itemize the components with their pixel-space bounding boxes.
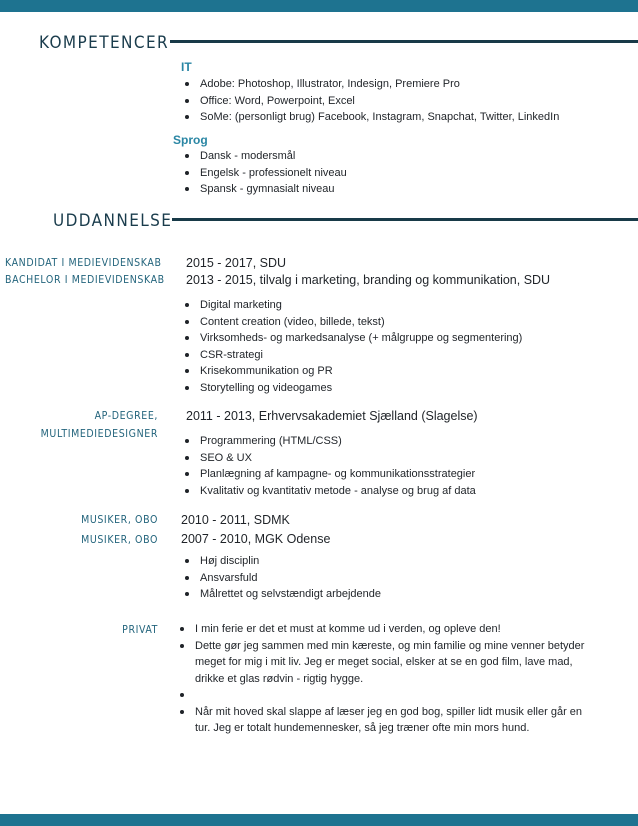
list-item: Kvalitativ og kvantitativ metode - analyse og brug af data: [181, 483, 601, 500]
it-list: [181, 76, 561, 126]
list-item: Dette gør jeg sammen med min kæreste, og min familie og mine venner betyder meget for mig i mit liv. Jeg er meget social, elsker at se en god film, lave mad, drikke et glas rødvin - rigtig hygge.: [176, 638, 588, 688]
section-rule: [172, 218, 638, 221]
list-item: SEO & UX: [181, 450, 601, 467]
ap-degree-list: [181, 433, 601, 499]
list-item: Content creation (video, billede, tekst): [181, 314, 601, 331]
language-list: [181, 148, 561, 198]
label-musiker-mgk: MUSIKER, OBO: [81, 534, 158, 546]
list-item: Når mit hoved skal slappe af læser jeg en god bog, spiller lidt musik eller går en tur. Jeg er totalt hundemennesker, så jeg træner ofte min mors hund.: [176, 704, 588, 737]
list-item: Høj disciplin: [181, 553, 601, 570]
list-item: SoMe: (personligt brug) Facebook, Instagram, Snapchat, Twitter, LinkedIn: [181, 109, 561, 126]
musiker-list: [181, 553, 601, 603]
list-item: CSR-strategi: [181, 347, 601, 364]
bottom-accent-bar: [0, 814, 638, 826]
list-item: [176, 687, 588, 704]
list-item: Planlægning af kampagne- og kommunikationsstrategier: [181, 466, 601, 483]
top-accent-bar: [0, 0, 638, 12]
section-title-competencies: KOMPETENCER: [39, 33, 170, 53]
list-item: Dansk - modersmål: [181, 148, 561, 165]
list-item: Adobe: Photoshop, Illustrator, Indesign, Premiere Pro: [181, 76, 561, 93]
label-ap-degree: AP-DEGREE,: [94, 410, 158, 422]
it-heading: IT: [181, 60, 192, 74]
medievidenskab-list: [181, 297, 601, 396]
privat-list: [176, 621, 588, 737]
list-item: Ansvarsfuld: [181, 570, 601, 587]
label-musiker-sdmk: MUSIKER, OBO: [81, 514, 158, 526]
entry-bachelor: 2013 - 2015, tilvalg i marketing, branding og kommunikation, SDU: [186, 273, 551, 287]
entry-kandidat: 2015 - 2017, SDU: [186, 256, 287, 270]
list-item: Virksomheds- og markedsanalyse (+ målgruppe og segmentering): [181, 330, 601, 347]
list-item: Målrettet og selvstændigt arbejdende: [181, 586, 601, 603]
section-title-education: UDDANNELSE: [53, 211, 173, 231]
list-item: Storytelling og videogames: [181, 380, 601, 397]
list-item: Krisekommunikation og PR: [181, 363, 601, 380]
list-item: I min ferie er det et must at komme ud i verden, og opleve den!: [176, 621, 588, 638]
language-heading: Sprog: [173, 133, 208, 147]
label-privat: PRIVAT: [122, 624, 158, 636]
label-multimediedesigner: MULTIMEDIEDESIGNER: [40, 428, 158, 440]
list-item: Digital marketing: [181, 297, 601, 314]
entry-musiker-mgk: 2007 - 2010, MGK Odense: [181, 532, 331, 546]
label-bachelor: BACHELOR I MEDIEVIDENSKAB: [5, 274, 165, 286]
entry-musiker-sdmk: 2010 - 2011, SDMK: [181, 513, 290, 527]
label-kandidat: KANDIDAT I MEDIEVIDENSKAB: [5, 257, 162, 269]
entry-ap-degree: 2011 - 2013, Erhvervsakademiet Sjælland (Slagelse): [186, 409, 478, 423]
list-item: Spansk - gymnasialt niveau: [181, 181, 561, 198]
list-item: Programmering (HTML/CSS): [181, 433, 601, 450]
list-item: Engelsk - professionelt niveau: [181, 165, 561, 182]
section-rule: [170, 40, 638, 43]
list-item: Office: Word, Powerpoint, Excel: [181, 93, 561, 110]
